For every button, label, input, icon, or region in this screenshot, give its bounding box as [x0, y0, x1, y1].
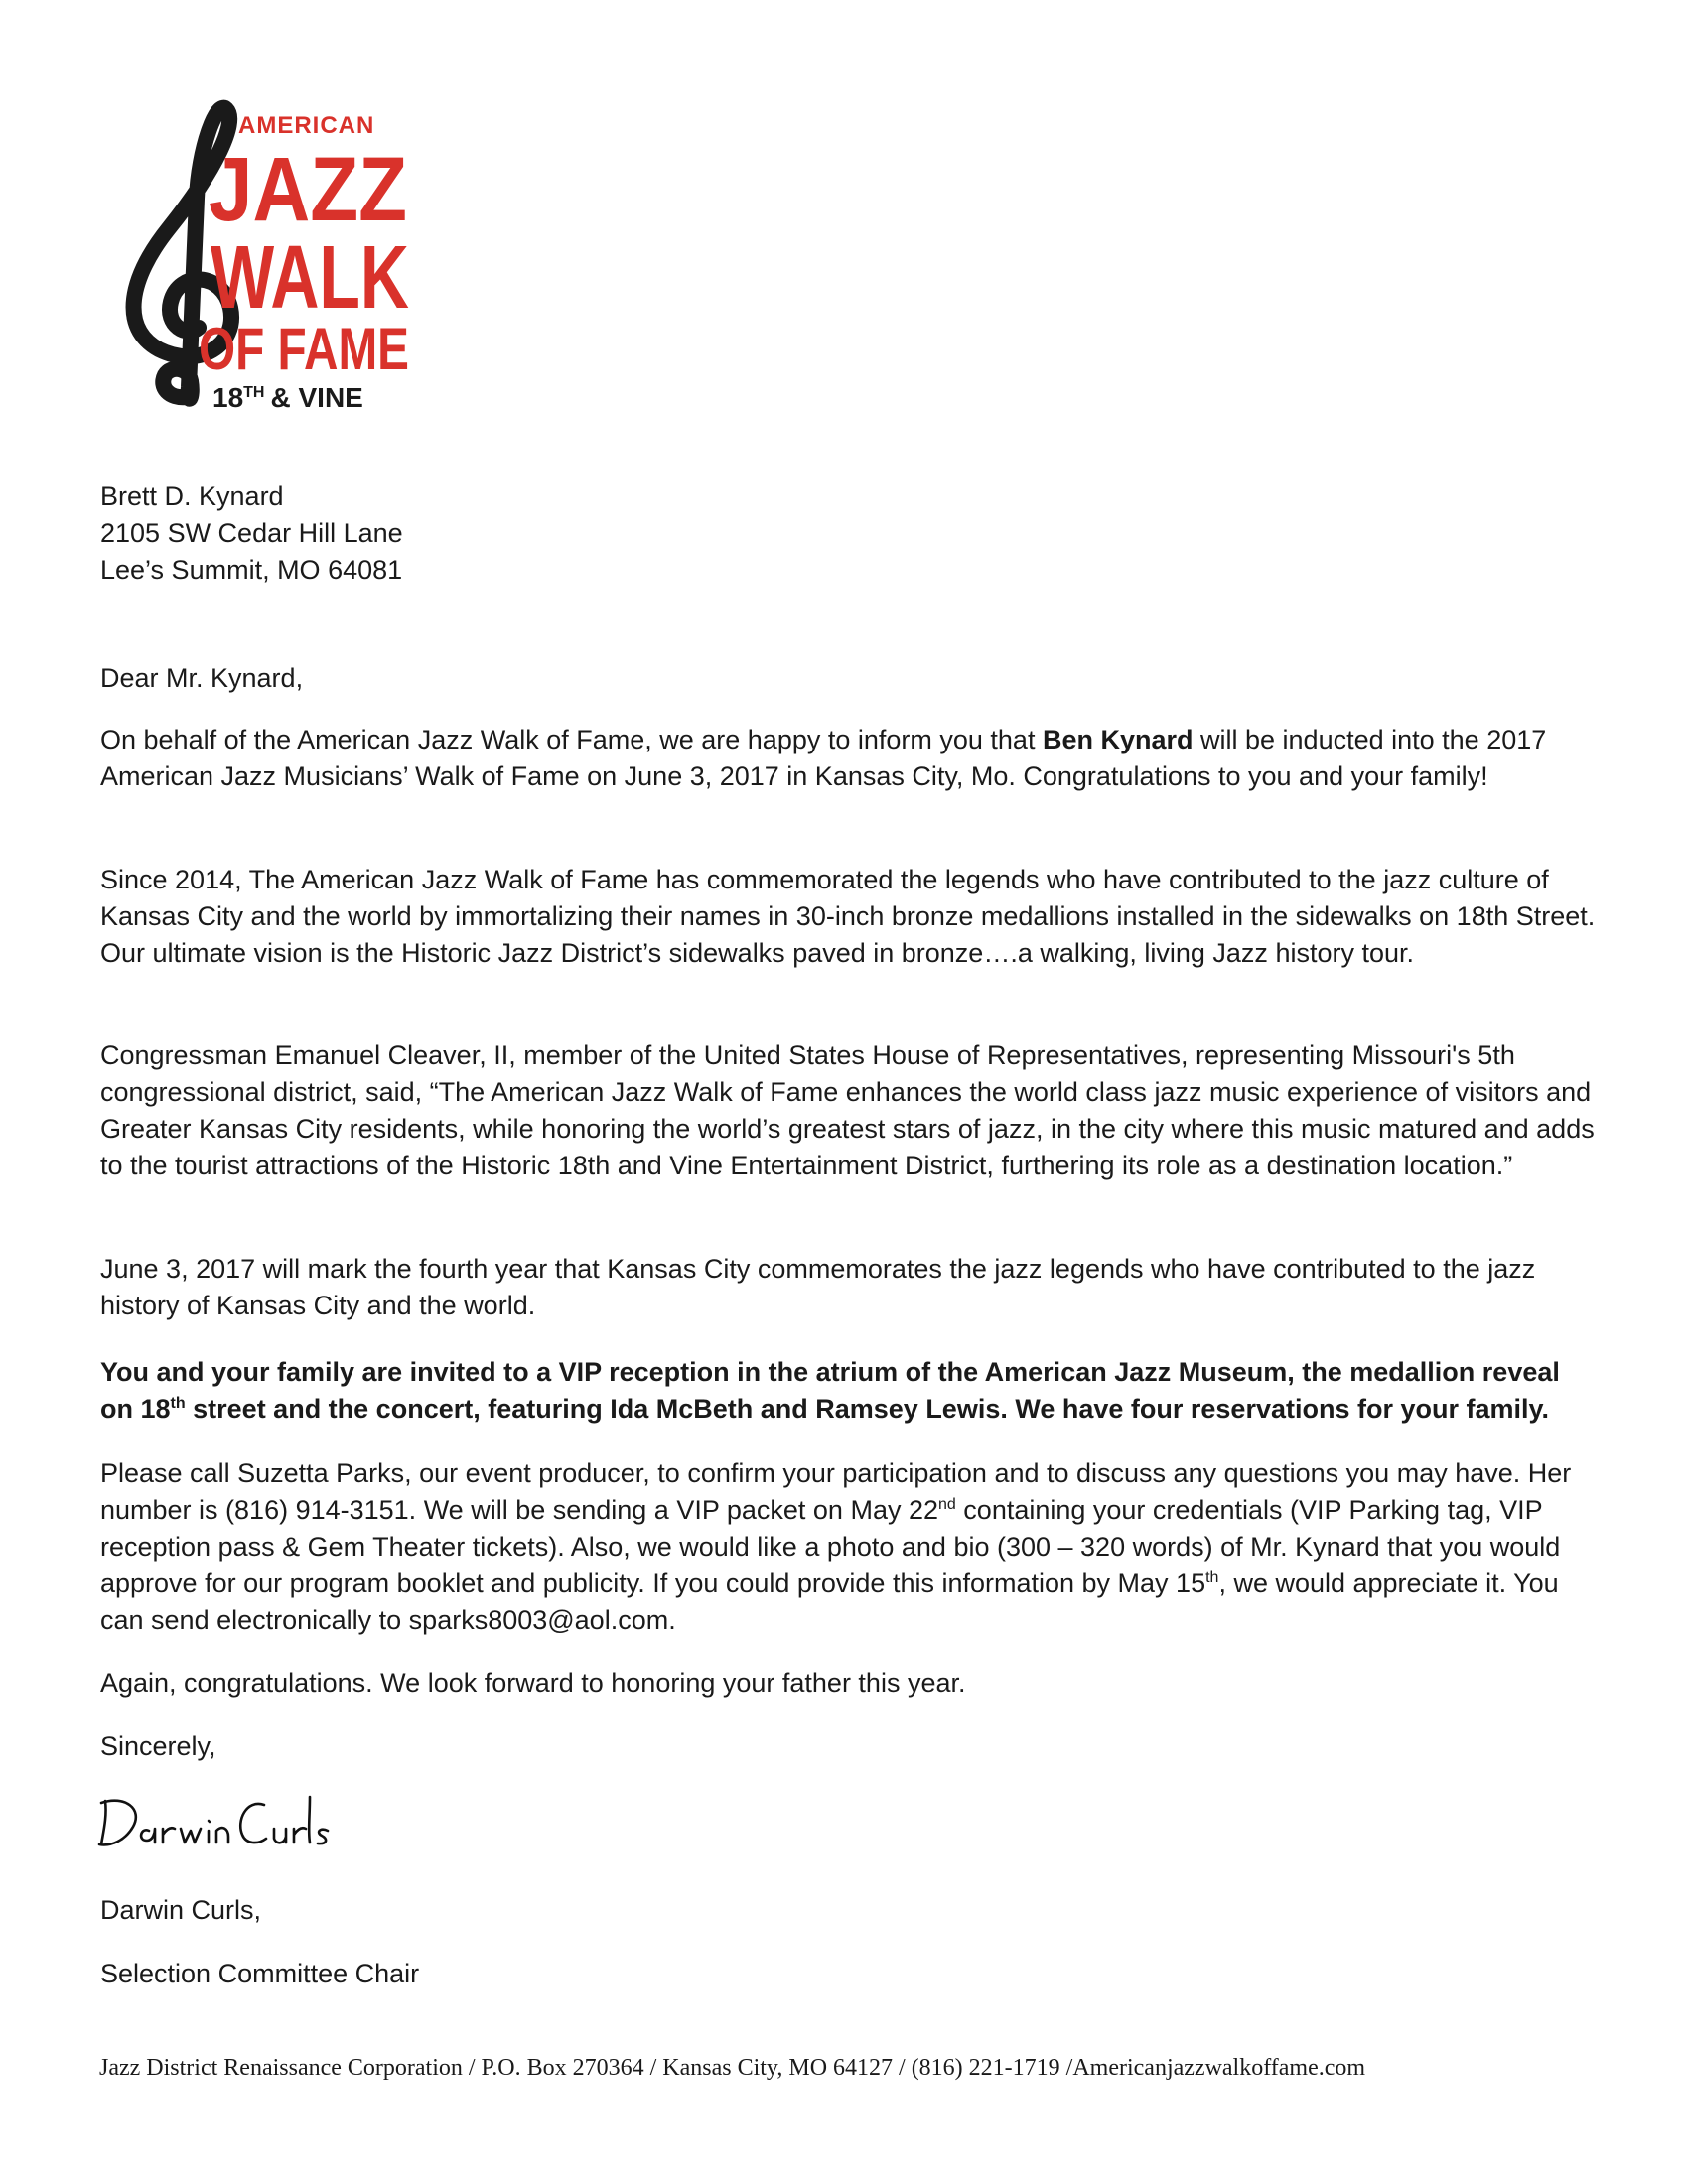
signer-title: Selection Committee Chair — [100, 1959, 420, 1988]
recipient-name: Brett D. Kynard — [100, 481, 284, 511]
recipient-address — [100, 478, 1600, 589]
logo-18: 18 — [212, 382, 244, 413]
paragraph-contact-details — [100, 1455, 1600, 1639]
p6-part2: containing your credentials (VIP Parking tag, VIP reception pass & Gem Theater tickets). Also, we would like a photo and bio (300 – 320 words) of Mr. Kynard that you would approve for our program booklet and publicity. If you could provide this information by May 15 — [100, 1495, 1561, 1598]
p6-part3: , we would appreciate it. You can send electronically to sparks8003@aol.com. — [100, 1569, 1559, 1635]
paragraph-fourth-year: June 3, 2017 will mark the fourth year that Kansas City commemorates the jazz legends who have contributed to the jazz history of Kansas City and the world. — [100, 1254, 1536, 1320]
logo-vine: & VINE — [270, 382, 363, 413]
signature — [97, 1787, 336, 1856]
recipient-street: 2105 SW Cedar Hill Lane — [100, 518, 403, 548]
p1-after: will be inducted into the 2017 American Jazz Musicians’ Walk of Fame on June 3, 2017 in Kansas City, Mo. Congratulations to you and your family! — [100, 725, 1547, 791]
closing: Sincerely, — [100, 1731, 216, 1761]
paragraph-congressman-quote: Congressman Emanuel Cleaver, II, member of the United States House of Representatives, representing Missouri's 5th congressional district, said, “The American Jazz Walk of Fame enhances the world class jazz music experience of visitors and Greater Kansas City residents, while honoring the world’s greatest stars of jazz, in the city where this music matured and adds to the tourist attractions of the Historic 18th and Vine Entertainment District, furthering its role as a destination location.” — [100, 1040, 1595, 1180]
paragraph-congratulations: Again, congratulations. We look forward to honoring your father this year. — [100, 1668, 966, 1698]
logo-th: TH — [243, 384, 265, 401]
paragraph-history: Since 2014, The American Jazz Walk of Fame has commemorated the legends who have contributed to the jazz culture of Kansas City and the world by immortalizing their names in 30-inch bronze medallions installed in the sidewalks on 18th Street. Our ultimate vision is the Historic Jazz District’s sidewalks paved in bronze….a walking, living Jazz history tour. — [100, 865, 1596, 968]
p5-after: street and the concert, featuring Ida McBeth and Ramsey Lewis. We have four reservations for your family. — [185, 1394, 1550, 1424]
p6-part1: Please call Suzetta Parks, our event producer, to confirm your participation and to discuss any questions you may have. Her number is (816) 914-3151. We will be sending a VIP packet on May 22 — [100, 1458, 1572, 1525]
paragraph-vip-invitation — [100, 1354, 1600, 1428]
logo-jazz: JAZZ — [209, 139, 407, 240]
signer-name: Darwin Curls, — [100, 1895, 262, 1925]
p1-before: On behalf of the American Jazz Walk of Fame, we are happy to inform you that — [100, 725, 1043, 754]
inductee-name: Ben Kynard — [1042, 725, 1194, 754]
p6-sup1: nd — [938, 1496, 956, 1513]
salutation: Dear Mr. Kynard, — [100, 663, 304, 693]
paragraph-induction — [100, 722, 1600, 795]
footer-contact: Jazz District Renaissance Corporation / P.O. Box 270364 / Kansas City, MO 64127 / (816) 221-1719 /Americanjazzwalkoffame.com — [99, 2055, 1366, 2081]
logo-18th-vine — [212, 382, 363, 413]
logo-walk: WALK — [211, 228, 409, 328]
p5-sup: th — [170, 1395, 186, 1412]
logo-of-fame: OF FAME — [199, 316, 409, 382]
recipient-city: Lee’s Summit, MO 64081 — [100, 555, 403, 585]
p6-sup2: th — [1205, 1570, 1219, 1586]
american-jazz-walk-of-fame-logo — [99, 89, 417, 417]
p5-before: You and your family are invited to a VIP reception in the atrium of the American Jazz Museum, the medallion reveal on 18 — [100, 1357, 1560, 1424]
logo-american: AMERICAN — [238, 112, 375, 139]
